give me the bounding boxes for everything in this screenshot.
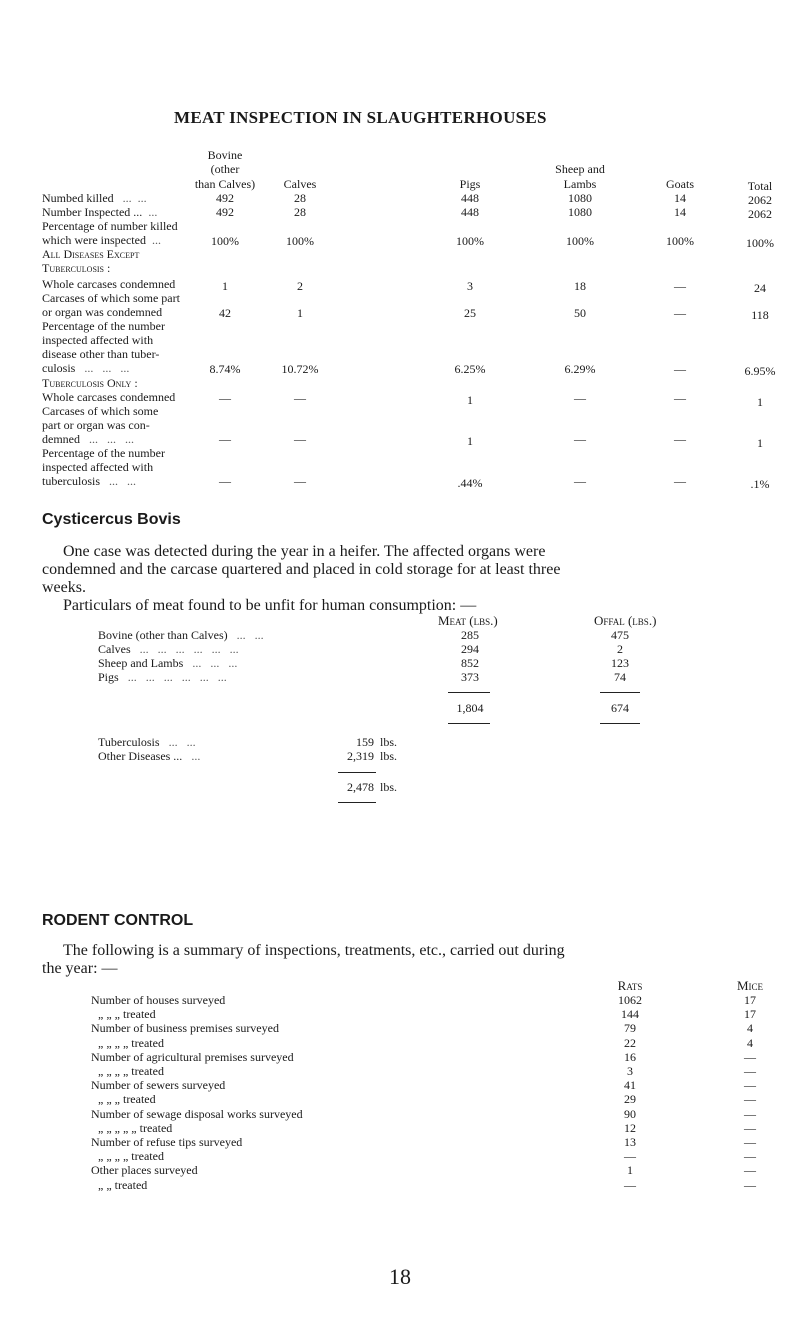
cell: 1	[467, 393, 473, 407]
rodent-mice-value: 4	[747, 1036, 753, 1050]
rodent-intro-2: the year: —	[42, 960, 118, 977]
unfit-row-label: Pigs ... ... ... ... ... ...	[98, 670, 227, 684]
unfit-meat-value: 852	[461, 656, 479, 670]
rodent-rats-value: —	[624, 1178, 636, 1192]
cell: 2062	[748, 193, 772, 207]
disease-total-unit: lbs.	[380, 780, 398, 794]
unfit-meat-value: 285	[461, 628, 479, 642]
cell: —	[674, 474, 686, 488]
rodent-intro-1: The following is a summary of inspections, treatments, etc., carried out during	[63, 942, 565, 959]
particulars-line: Particulars of meat found to be unfit for human consumption: —	[63, 597, 477, 614]
rodent-rats-value: 16	[624, 1050, 636, 1064]
header-total: Total	[747, 179, 773, 193]
cell: —	[674, 432, 686, 446]
rodent-rats-value: 144	[621, 1007, 639, 1021]
cell: 100%	[566, 234, 594, 248]
rodent-row-label: Number of business premises surveyed	[91, 1021, 279, 1035]
rodent-mice-value: —	[744, 1050, 756, 1064]
paragraph-line-2: condemned and the carcase quartered and placed in cold storage for at least three	[42, 561, 561, 578]
rodent-rats-value: 13	[624, 1135, 636, 1149]
unfit-offal-value: 2	[617, 642, 623, 656]
cell: —	[219, 432, 231, 446]
header-calves: Calves	[283, 177, 317, 191]
header-bovine-1: Bovine	[207, 148, 243, 162]
rodent-mice-value: 17	[744, 1007, 756, 1021]
cell: —	[574, 432, 586, 446]
unfit-offal-value: 123	[611, 656, 629, 670]
cell: —	[219, 391, 231, 405]
cell: 1	[467, 434, 473, 448]
rodent-row-label: „ „ „ „ treated	[98, 1064, 164, 1078]
disease-value: 2,319	[347, 749, 374, 763]
page-title: MEAT INSPECTION IN SLAUGHTERHOUSES	[174, 108, 547, 127]
rodent-rats-value: 90	[624, 1107, 636, 1121]
sum-rule	[448, 723, 490, 724]
rodent-row-label: Number of sewers surveyed	[91, 1078, 226, 1092]
cell: —	[674, 279, 686, 293]
rodent-row-label: „ „ treated	[98, 1178, 148, 1192]
col-header-offal: Offal (lbs.)	[594, 613, 657, 628]
row-label-whole-condemned: Whole carcases condemned	[42, 277, 176, 291]
cell: 24	[754, 281, 766, 295]
cell: 492	[216, 205, 234, 219]
disease-label: Tuberculosis ... ...	[98, 735, 196, 749]
rodent-rats-value: 41	[624, 1078, 636, 1092]
col-header-meat: Meat (lbs.)	[438, 613, 498, 628]
rodent-rats-value: 3	[627, 1064, 633, 1078]
rodent-row-label: „ „ „ „ „ treated	[98, 1121, 173, 1135]
section-tb-only: Tuberculosis Only :	[42, 376, 138, 390]
cell: 100%	[211, 234, 239, 248]
rodent-mice-value: 4	[747, 1021, 753, 1035]
rodent-rats-value: 29	[624, 1092, 636, 1106]
rodent-mice-value: —	[744, 1107, 756, 1121]
rodent-rats-value: 1	[627, 1163, 633, 1177]
row-label-number-inspected: Number Inspected ... ...	[42, 205, 158, 219]
rodent-rats-value: 22	[624, 1036, 636, 1050]
row-label-tb-whole: Whole carcases condemned	[42, 390, 176, 404]
row-label-part-condemned-1: Carcases of which some part	[42, 291, 180, 305]
cell: 42	[219, 306, 231, 320]
rodent-row-label: „ „ „ „ treated	[98, 1149, 164, 1163]
cell: —	[674, 306, 686, 320]
cell: —	[294, 391, 306, 405]
cell: 2	[297, 279, 303, 293]
rodent-rats-value: —	[624, 1149, 636, 1163]
cell: 14	[674, 205, 686, 219]
rodent-mice-value: —	[744, 1178, 756, 1192]
col-header-mice: Mice	[736, 978, 764, 993]
cell: —	[574, 474, 586, 488]
row-label-tb-pct-3: tuberculosis ... ...	[42, 474, 136, 488]
cell: 18	[574, 279, 586, 293]
cell: 100%	[746, 236, 774, 250]
row-label-tb-part-3: demned ... ... ...	[42, 432, 134, 446]
paragraph-line-1: One case was detected during the year in a heifer. The affected organs were	[63, 543, 546, 560]
header-bovine-2: (other	[210, 162, 240, 176]
unfit-offal-value: 74	[614, 670, 626, 684]
sum-rule	[338, 802, 376, 803]
cell: 492	[216, 191, 234, 205]
disease-total: 2,478	[347, 780, 374, 794]
row-label-numbered-killed: Numbed killed ... ...	[42, 191, 147, 205]
rodent-row-label: Other places surveyed	[91, 1163, 198, 1177]
cell: 448	[461, 191, 479, 205]
cell: —	[674, 391, 686, 405]
rodent-row-label: Number of houses surveyed	[91, 993, 226, 1007]
cell: 448	[461, 205, 479, 219]
unfit-meat-value: 373	[461, 670, 479, 684]
sum-rule	[600, 692, 640, 693]
cell: 1	[757, 395, 763, 409]
cell: 3	[467, 279, 473, 293]
rodent-mice-value: —	[744, 1135, 756, 1149]
section-heading-rodent: RODENT CONTROL	[42, 912, 194, 929]
cell: 1	[222, 279, 228, 293]
cell: 28	[294, 205, 306, 219]
cell: 50	[574, 306, 586, 320]
header-pigs: Pigs	[459, 177, 481, 191]
rodent-mice-value: —	[744, 1149, 756, 1163]
rodent-mice-value: —	[744, 1092, 756, 1106]
row-label-tb-part-2: part or organ was con-	[42, 418, 150, 432]
cell: 1080	[568, 205, 592, 219]
rodent-row-label: Number of sewage disposal works surveyed	[91, 1107, 303, 1121]
paragraph-line-3: weeks.	[42, 579, 86, 596]
row-label-part-condemned-2: or organ was condemned	[42, 305, 163, 319]
sum-rule	[338, 772, 376, 773]
unfit-meat-value: 294	[461, 642, 479, 656]
row-label-pct-inspected-1: Percentage of number killed	[42, 219, 178, 233]
rodent-rats-value: 79	[624, 1021, 636, 1035]
cell: .44%	[457, 476, 483, 490]
unfit-row-label: Sheep and Lambs ... ... ...	[98, 656, 238, 670]
sum-rule	[448, 692, 490, 693]
header-sheep-2: Lambs	[563, 177, 597, 191]
row-label-tb-part-1: Carcases of which some	[42, 404, 159, 418]
cell: 25	[464, 306, 476, 320]
cell: 28	[294, 191, 306, 205]
disease-value: 159	[356, 735, 374, 749]
disease-unit: lbs.	[380, 735, 398, 749]
sum-rule	[600, 723, 640, 724]
cell: 1	[297, 306, 303, 320]
cell: 6.29%	[564, 362, 596, 376]
unfit-row-label: Calves ... ... ... ... ... ...	[98, 642, 239, 656]
disease-label: Other Diseases ... ...	[98, 749, 201, 763]
rodent-rats-value: 1062	[618, 993, 642, 1007]
cell: 1	[757, 436, 763, 450]
row-label-tb-pct-2: inspected affected with	[42, 460, 154, 474]
cell: —	[674, 362, 686, 376]
rodent-row-label: Number of refuse tips surveyed	[91, 1135, 243, 1149]
cell: 100%	[666, 234, 694, 248]
rodent-row-label: Number of agricultural premises surveyed	[91, 1050, 294, 1064]
disease-unit: lbs.	[380, 749, 398, 763]
rodent-mice-value: 17	[744, 993, 756, 1007]
rodent-row-label: „ „ „ treated	[98, 1007, 156, 1021]
cell: 100%	[286, 234, 314, 248]
row-label-pct-affected-2: inspected affected with	[42, 333, 154, 347]
rodent-row-label: „ „ „ treated	[98, 1092, 156, 1106]
cell: 1080	[568, 191, 592, 205]
header-bovine-3: than Calves)	[194, 177, 256, 191]
page-number: 18	[389, 1264, 411, 1289]
cell: 2062	[748, 207, 772, 221]
header-sheep-1: Sheep and	[555, 162, 605, 176]
rodent-rats-value: 12	[624, 1121, 636, 1135]
unfit-total-meat: 1,804	[456, 701, 484, 715]
cell: —	[294, 474, 306, 488]
unfit-offal-value: 475	[611, 628, 629, 642]
row-label-pct-affected-3: disease other than tuber-	[42, 347, 160, 361]
rodent-mice-value: —	[744, 1163, 756, 1177]
cell: —	[574, 391, 586, 405]
section-all-diseases-2: Tuberculosis :	[42, 261, 111, 275]
cell: 10.72%	[281, 362, 319, 376]
rodent-row-label: „ „ „ „ treated	[98, 1036, 164, 1050]
rodent-mice-value: —	[744, 1121, 756, 1135]
rodent-mice-value: —	[744, 1064, 756, 1078]
row-label-pct-inspected-2: which were inspected ...	[42, 233, 161, 247]
row-label-tb-pct-1: Percentage of the number	[42, 446, 165, 460]
rodent-mice-value: —	[744, 1078, 756, 1092]
cell: —	[294, 432, 306, 446]
unfit-row-label: Bovine (other than Calves) ... ...	[98, 628, 264, 642]
section-all-diseases-1: All Diseases Except	[42, 247, 140, 261]
cell: .1%	[750, 477, 770, 491]
cell: 6.25%	[454, 362, 486, 376]
cell: 100%	[456, 234, 484, 248]
cell: —	[219, 474, 231, 488]
row-label-pct-affected-4: culosis ... ... ...	[42, 361, 130, 375]
unfit-total-offal: 674	[611, 701, 629, 715]
section-heading-cysticercus: Cysticercus Bovis	[42, 511, 181, 528]
cell: 118	[751, 308, 769, 322]
cell: 8.74%	[209, 362, 241, 376]
row-label-pct-affected-1: Percentage of the number	[42, 319, 165, 333]
header-goats: Goats	[666, 177, 694, 191]
col-header-rats: Rats	[617, 978, 643, 993]
cell: 14	[674, 191, 686, 205]
cell: 6.95%	[744, 364, 776, 378]
